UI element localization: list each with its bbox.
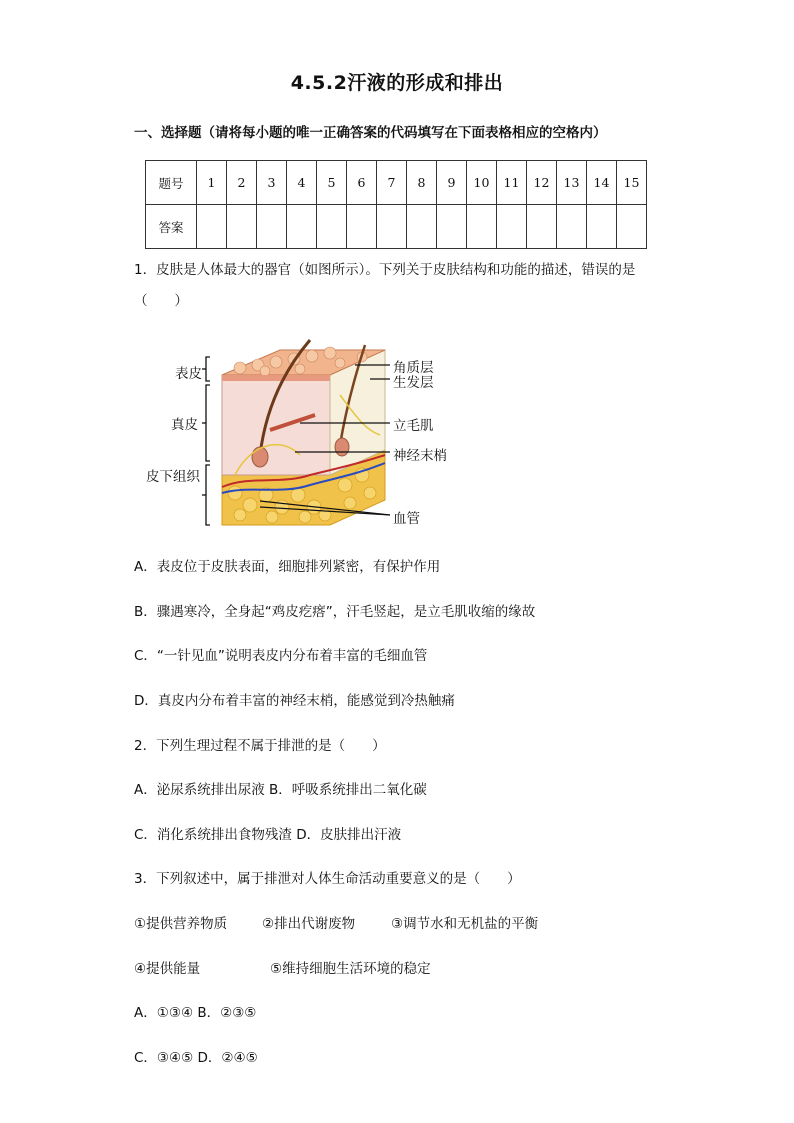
section-heading: 一、选择题（请将每小题的唯一正确答案的代码填写在下面表格相应的空格内） <box>134 125 607 141</box>
answer-cell[interactable] <box>587 205 617 249</box>
skin-diagram <box>140 335 460 530</box>
answer-cell[interactable] <box>317 205 347 249</box>
table-cell-number: 1 <box>197 161 227 205</box>
table-header-answer: 答案 <box>146 205 197 249</box>
table-row-numbers <box>146 161 647 205</box>
label-subcutaneous: 皮下组织 <box>146 469 200 485</box>
table-header-number: 题号 <box>146 161 197 205</box>
table-cell-number: 3 <box>257 161 287 205</box>
answer-cell[interactable] <box>407 205 437 249</box>
question-1-option-b: B．骤遇寒冷，全身起“鸡皮疙瘩”，汗毛竖起，是立毛肌收缩的缘故 <box>134 604 536 620</box>
answer-cell[interactable] <box>377 205 407 249</box>
table-cell-number: 11 <box>497 161 527 205</box>
answer-cell[interactable] <box>437 205 467 249</box>
answer-cell[interactable] <box>257 205 287 249</box>
label-stratum-germinativum: 生发层 <box>393 375 434 391</box>
table-cell-number: 10 <box>467 161 497 205</box>
table-cell-number: 7 <box>377 161 407 205</box>
question-2-stem: 2．下列生理过程不属于排泄的是（ ） <box>134 738 386 754</box>
answer-cell[interactable] <box>497 205 527 249</box>
label-nerve-endings: 神经末梢 <box>393 448 447 464</box>
question-3-item-4: ④提供能量 <box>134 961 201 977</box>
label-dermis: 真皮 <box>171 417 198 433</box>
label-stratum-corneum: 角质层 <box>393 360 434 376</box>
question-3-stem: 3．下列叙述中，属于排泄对人体生命活动重要意义的是（ ） <box>134 871 521 887</box>
question-3-options-line-1: A．①③④ B．②③⑤ <box>134 1005 257 1021</box>
answer-table <box>145 160 647 249</box>
question-2-options-line-1: A．泌尿系统排出尿液 B．呼吸系统排出二氧化碳 <box>134 782 427 798</box>
table-cell-number: 4 <box>287 161 317 205</box>
table-cell-number: 5 <box>317 161 347 205</box>
table-cell-number: 9 <box>437 161 467 205</box>
label-arrector-pili: 立毛肌 <box>393 418 434 434</box>
table-cell-number: 13 <box>557 161 587 205</box>
page-title: 4.5.2汗液的形成和排出 <box>290 72 504 94</box>
question-1-paren: （ ） <box>134 293 188 309</box>
table-cell-number: 2 <box>227 161 257 205</box>
question-3-item-2: ②排出代谢废物 <box>262 916 356 932</box>
answer-cell[interactable] <box>197 205 227 249</box>
question-1-option-a: A．表皮位于皮肤表面，细胞排列紧密，有保护作用 <box>134 559 441 575</box>
table-row-answers <box>146 205 647 249</box>
question-1-option-c: C．“一针见血”说明表皮内分布着丰富的毛细血管 <box>134 648 428 664</box>
question-3-item-3: ③调节水和无机盐的平衡 <box>391 916 539 932</box>
answer-cell[interactable] <box>347 205 377 249</box>
answer-cell[interactable] <box>287 205 317 249</box>
question-3-item-1: ①提供营养物质 <box>134 916 228 932</box>
table-cell-number: 8 <box>407 161 437 205</box>
answer-cell[interactable] <box>227 205 257 249</box>
question-3-item-5: ⑤维持细胞生活环境的稳定 <box>270 961 431 977</box>
question-1-stem: 1．皮肤是人体最大的器官（如图所示）。下列关于皮肤结构和功能的描述，错误的是 <box>134 262 636 278</box>
label-blood-vessel: 血管 <box>393 511 420 527</box>
table-cell-number: 6 <box>347 161 377 205</box>
table-cell-number: 12 <box>527 161 557 205</box>
answer-cell[interactable] <box>557 205 587 249</box>
table-cell-number: 14 <box>587 161 617 205</box>
question-1-option-d: D．真皮内分布着丰富的神经末梢，能感觉到冷热触痛 <box>134 693 455 709</box>
answer-cell[interactable] <box>617 205 647 249</box>
answer-cell[interactable] <box>527 205 557 249</box>
question-3-options-line-2: C．③④⑤ D．②④⑤ <box>134 1050 258 1066</box>
label-epidermis: 表皮 <box>175 366 202 382</box>
question-2-options-line-2: C．消化系统排出食物残渣 D．皮肤排出汗液 <box>134 827 402 843</box>
table-cell-number: 15 <box>617 161 647 205</box>
answer-cell[interactable] <box>467 205 497 249</box>
